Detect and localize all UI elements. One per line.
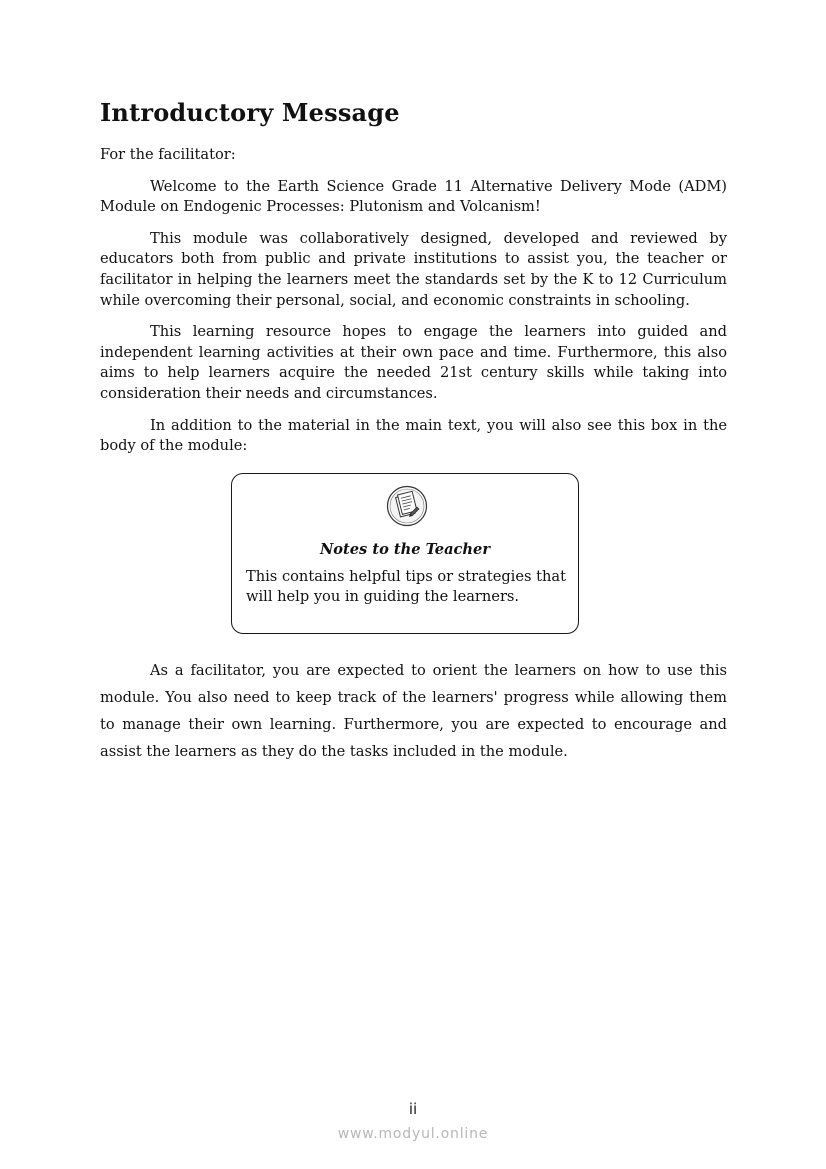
notes-to-teacher-title: Notes to the Teacher	[319, 541, 491, 558]
paragraph-welcome: Welcome to the Earth Science Grade 11 Alternative Delivery Mode (ADM) Module on Endogenic Processes: Plutonism and Volcanism!	[100, 177, 727, 216]
intro-content	[100, 145, 727, 468]
paragraph-collaboration: This module was collaboratively designed, developed and reviewed by educators both from public and private institutions to assist you, the teacher or facilitator in helping the learners meet the standards set by the K to 12 Curriculum while overcoming their personal, social, and economic constraints in schooling.	[100, 229, 727, 309]
paragraph-facilitator-role: As a facilitator, you are expected to orient the learners on how to use this module. You also need to keep track of the learners' progress while allowing them to manage their own learning. Furthermore, you are expected to encourage and assist the learners as they do the tasks included in the module.	[100, 662, 727, 760]
notes-icon	[386, 485, 428, 527]
watermark: www.modyul.online	[337, 1126, 489, 1142]
salutation: For the facilitator:	[100, 146, 236, 163]
page-number: ii	[408, 1100, 418, 1118]
paragraph-box-intro: In addition to the material in the main text, you will also see this box in the body of the module:	[100, 416, 727, 455]
notes-to-teacher-box	[231, 473, 579, 634]
page-title: Introductory Message	[100, 98, 400, 127]
notes-to-teacher-text: This contains helpful tips or strategies that will help you in guiding the learners.	[246, 568, 566, 605]
paragraph-learning-resource: This learning resource hopes to engage the learners into guided and independent learning activities at their own pace and time. Furthermore, this also aims to help learners acquire the needed 21st century skills while taking into consideration their needs and circumstances.	[100, 323, 727, 402]
